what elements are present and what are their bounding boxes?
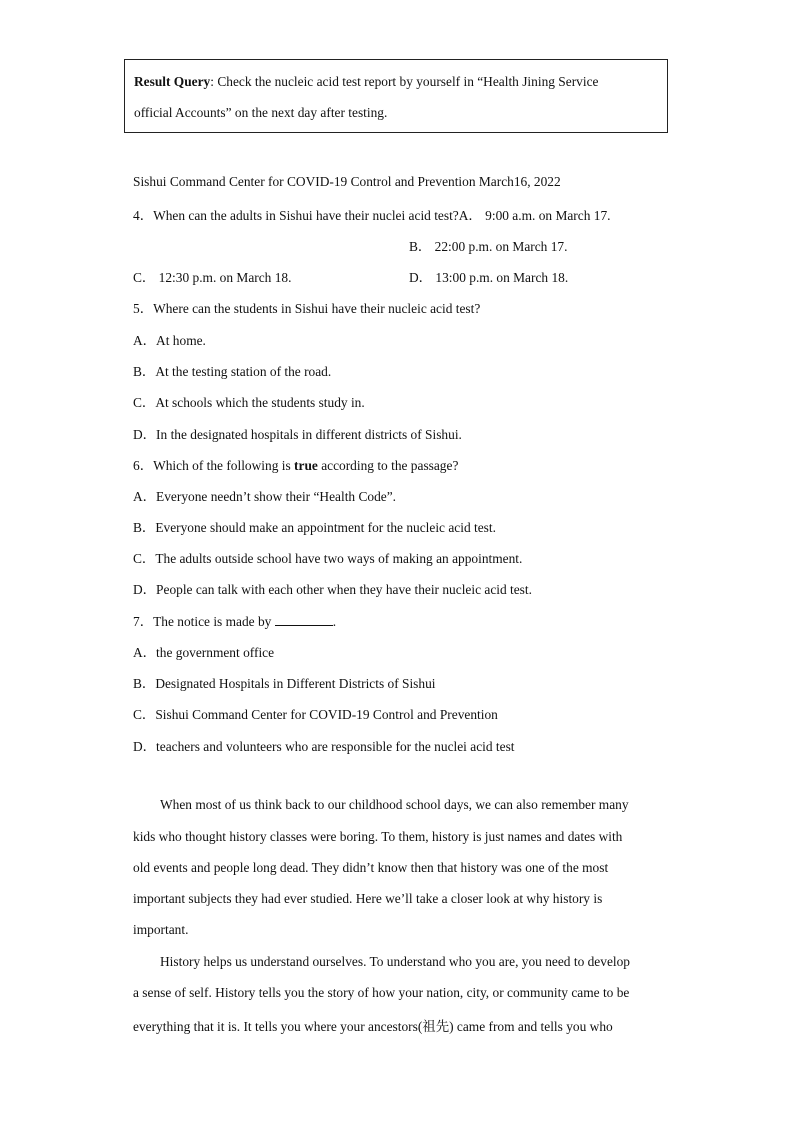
passage-line: When most of us think back to our childhood school days, we can also remember many: [160, 797, 629, 812]
passage-line: kids who thought history classes were boring. To them, history is just names and dates with: [133, 829, 623, 844]
passage-line: everything that it is. It tells you where your ancestors(祖先) came from and tells you who: [133, 1019, 613, 1034]
question-7-option-c: C．Sishui Command Center for COVID-19 Control and Prevention: [133, 707, 498, 722]
question-5-option-d: D．In the designated hospitals in different districts of Sishui.: [133, 427, 462, 442]
question-7-stem: [133, 611, 336, 630]
question-7-option-a: A．the government office: [133, 645, 275, 660]
question-4-option-b: B． 22:00 p.m. on March 17.: [409, 239, 568, 254]
passage-line: a sense of self. History tells you the story of how your nation, city, or community came to be: [133, 985, 630, 1000]
question-6-option-c: C．The adults outside school have two ways of making an appointment.: [133, 551, 523, 566]
question-6-stem-start: 6．Which of the following is: [133, 458, 295, 473]
question-5-stem: 5．Where can the students in Sishui have their nucleic acid test?: [133, 301, 481, 316]
question-5-option-a: A．At home.: [133, 333, 206, 348]
question-6-option-a: A．Everyone needn’t show their “Health Code”.: [133, 489, 397, 504]
result-query-label: Result Query: [134, 74, 211, 89]
result-query-text: : Check the nucleic acid test report by yourself in “Health Jining Service: [210, 74, 599, 89]
answer-blank: [275, 614, 333, 626]
question-4-stem: 4．When can the adults in Sishui have their nuclei acid test?: [133, 208, 459, 223]
passage-line: old events and people long dead. They didn’t know then that history was one of the most: [133, 860, 609, 875]
question-6-option-b: B．Everyone should make an appointment for the nucleic acid test.: [133, 520, 496, 535]
question-7-stem-end: .: [332, 614, 337, 629]
result-query-line-2: official Accounts” on the next day after testing.: [134, 105, 388, 120]
question-6-option-d: D．People can talk with each other when they have their nucleic acid test.: [133, 582, 532, 597]
result-query-box: [124, 59, 668, 133]
notice-signature: Sishui Command Center for COVID-19 Control and Prevention March16, 2022: [133, 174, 561, 189]
question-4: [133, 205, 611, 224]
passage-line: History helps us understand ourselves. To understand who you are, you need to develop: [160, 954, 630, 969]
passage-line: important subjects they had ever studied. Here we’ll take a closer look at why history is: [133, 891, 603, 906]
question-4-option-a: A． 9:00 a.m. on March 17.: [458, 208, 611, 223]
question-6-stem: [133, 455, 458, 474]
question-5-option-c: C．At schools which the students study in.: [133, 395, 365, 410]
question-4-option-c: C． 12:30 p.m. on March 18.: [133, 270, 292, 285]
question-7-option-d: D．teachers and volunteers who are responsible for the nuclei acid test: [133, 739, 515, 754]
question-4-option-d: D． 13:00 p.m. on March 18.: [409, 270, 569, 285]
question-7-stem-text: 7．The notice is made by: [133, 614, 275, 629]
question-7-option-b: B．Designated Hospitals in Different Districts of Sishui: [133, 676, 436, 691]
question-5-option-b: B．At the testing station of the road.: [133, 364, 332, 379]
question-6-stem-end: according to the passage?: [317, 458, 459, 473]
passage-line: important.: [133, 922, 189, 937]
question-6-stem-bold: true: [294, 458, 318, 473]
result-query-line-1: [134, 74, 598, 90]
